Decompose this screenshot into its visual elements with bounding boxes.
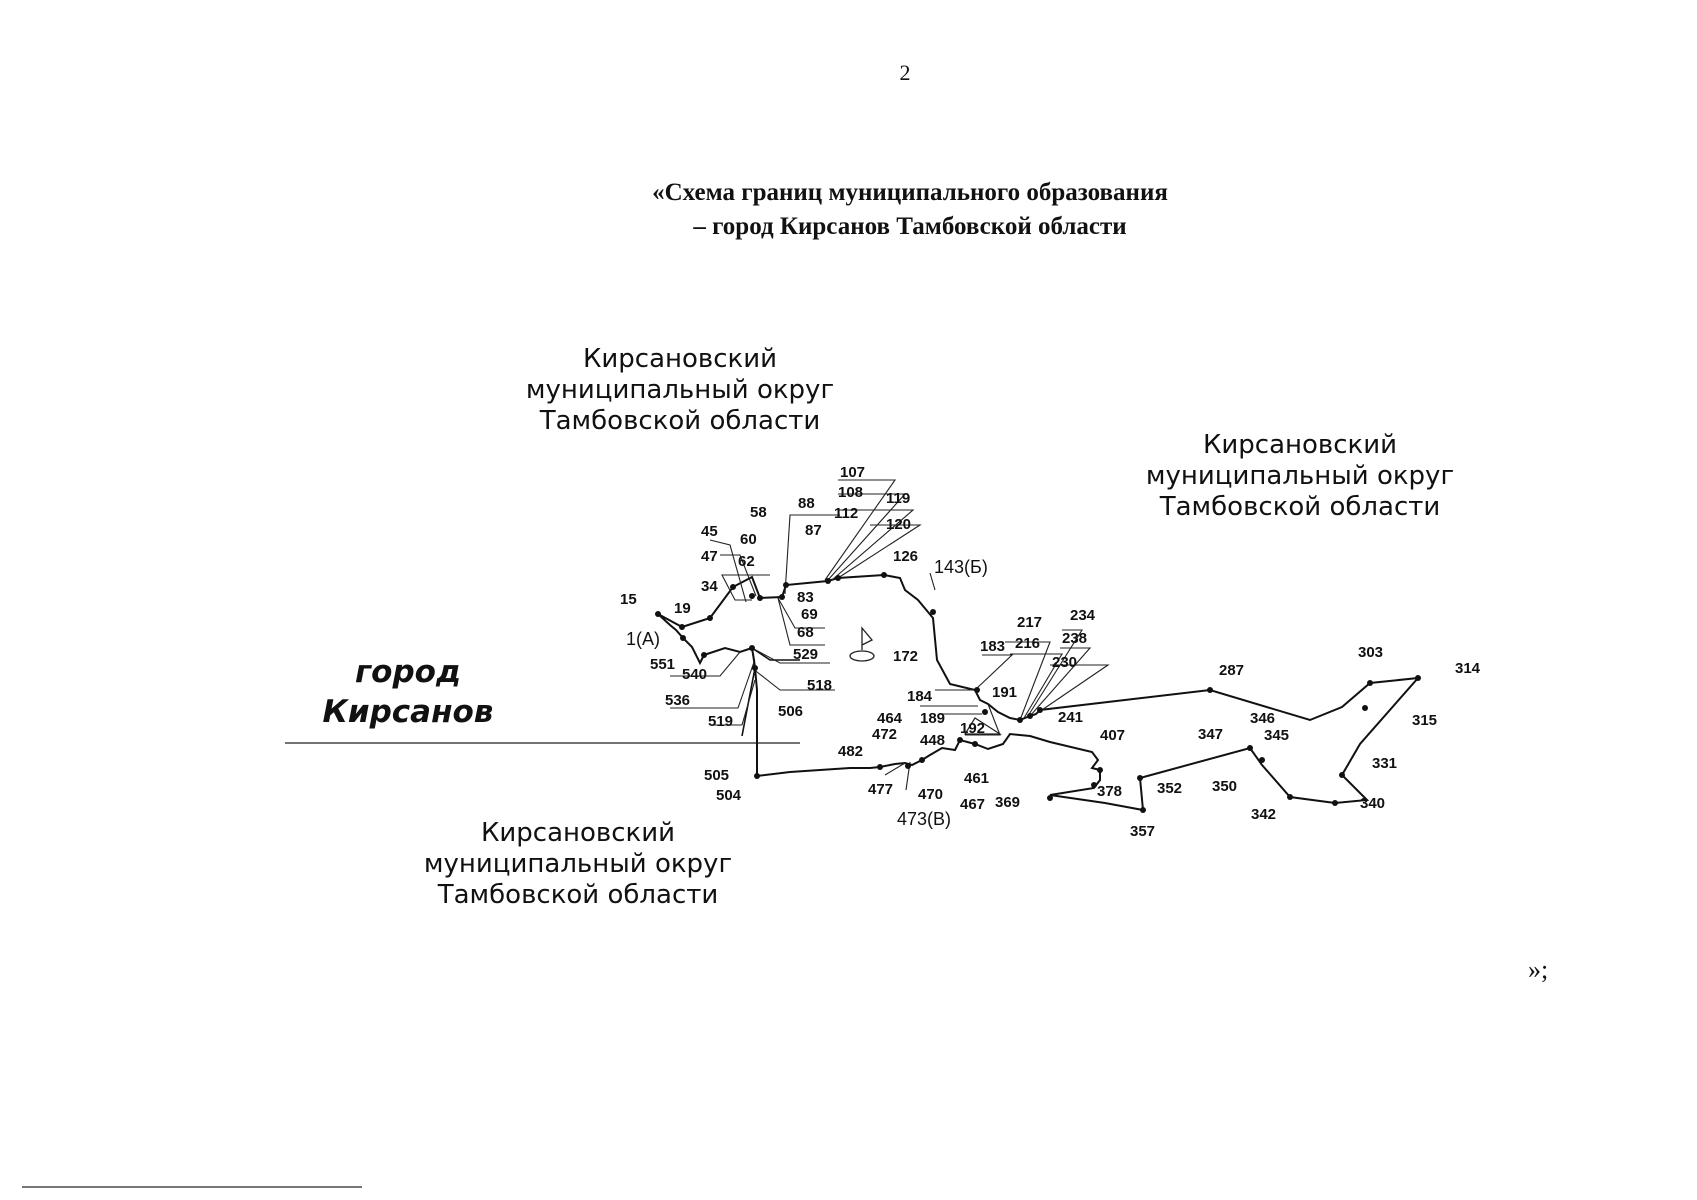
boundary-points (655, 572, 1421, 813)
region-east-line-2: муниципальный округ (1145, 461, 1455, 491)
title-line-2: – город Кирсанов Тамбовской области (693, 213, 1127, 240)
boundary-spur (742, 648, 800, 736)
region-east-line-1: Кирсановский (1202, 430, 1398, 460)
region-north-line-3: Тамбовской области (539, 406, 821, 436)
point-label: 58 (750, 504, 767, 521)
point-label: 34 (701, 578, 718, 595)
point-label: 536 (665, 692, 691, 709)
point-label: 352 (1157, 780, 1183, 797)
point-label: 216 (1015, 635, 1041, 652)
point-label: 192 (960, 720, 986, 737)
point-label: 504 (716, 787, 742, 804)
point-label: 519 (708, 713, 734, 730)
point-label: 461 (964, 770, 990, 787)
point-label: 47 (701, 548, 718, 565)
point-label: 183 (980, 638, 1006, 655)
point-label: 551 (650, 656, 676, 673)
region-south-line-2: муниципальный округ (423, 849, 733, 879)
closing-mark: »; (1528, 955, 1549, 984)
title-line-1: «Схема границ муниципального образования (652, 179, 1168, 206)
point-label: 108 (838, 484, 864, 501)
point-label: 357 (1130, 823, 1156, 840)
point-label: 346 (1250, 710, 1276, 727)
point-label: 45 (701, 523, 718, 540)
city-label-line-2: Кирсанов (322, 694, 494, 730)
point-label: 342 (1251, 806, 1277, 823)
point-label: 191 (992, 684, 1018, 701)
marker-label-b: 143(Б) (934, 557, 988, 577)
region-north-line-1: Кирсановский (582, 344, 778, 374)
point-label: 518 (807, 677, 833, 694)
point-label: 88 (798, 495, 815, 512)
marker-label-a: 1(А) (626, 629, 661, 649)
point-label: 470 (918, 786, 944, 803)
point-label: 184 (907, 688, 933, 705)
point-label: 482 (838, 743, 864, 760)
point-label: 540 (682, 666, 708, 683)
point-label: 119 (886, 490, 911, 507)
point-label: 68 (797, 624, 814, 641)
point-label: 477 (868, 781, 894, 798)
point-label: 107 (840, 464, 866, 481)
point-label: 369 (995, 794, 1021, 811)
point-label: 189 (920, 710, 946, 727)
point-label: 62 (738, 553, 755, 570)
point-label: 120 (886, 516, 912, 533)
point-label: 287 (1219, 662, 1245, 679)
point-label: 345 (1264, 727, 1290, 744)
region-south-line-3: Тамбовской области (437, 880, 719, 910)
point-label: 126 (893, 548, 919, 565)
point-label: 83 (797, 589, 814, 606)
point-label: 464 (877, 710, 903, 727)
municipal-boundary-line (658, 575, 1418, 810)
point-label: 303 (1358, 644, 1384, 661)
point-label: 230 (1052, 654, 1078, 671)
point-label: 467 (960, 796, 986, 813)
marker-label-v: 473(В) (897, 809, 952, 829)
scan-artifact-line (22, 1186, 362, 1188)
point-label: 234 (1070, 607, 1096, 624)
point-label: 529 (793, 646, 819, 663)
point-label: 505 (704, 767, 730, 784)
point-label: 315 (1412, 712, 1438, 729)
point-label: 112 (834, 505, 859, 522)
point-label: 217 (1017, 614, 1043, 631)
city-label-line-1: город (354, 654, 462, 690)
point-label: 347 (1198, 726, 1224, 743)
point-label: 19 (674, 600, 691, 617)
region-east-line-3: Тамбовской области (1159, 492, 1441, 522)
point-label: 472 (872, 726, 898, 743)
point-label: 350 (1212, 778, 1238, 795)
point-label: 87 (805, 522, 822, 539)
point-label: 172 (893, 648, 919, 665)
point-label: 60 (740, 531, 757, 548)
point-label: 241 (1058, 709, 1084, 726)
point-label: 378 (1097, 783, 1123, 800)
point-label: 238 (1062, 630, 1088, 647)
page-number: 2 (899, 60, 911, 85)
region-south-line-1: Кирсановский (480, 818, 676, 848)
point-label: 15 (620, 591, 637, 608)
flag-icon (850, 628, 874, 661)
point-label: 314 (1455, 660, 1481, 677)
point-label: 506 (778, 703, 804, 720)
point-label: 69 (801, 606, 818, 623)
point-label: 340 (1360, 795, 1386, 812)
region-north-line-2: муниципальный округ (525, 375, 835, 405)
point-label: 407 (1100, 727, 1126, 744)
point-label: 448 (920, 732, 946, 749)
point-label: 331 (1372, 755, 1398, 772)
